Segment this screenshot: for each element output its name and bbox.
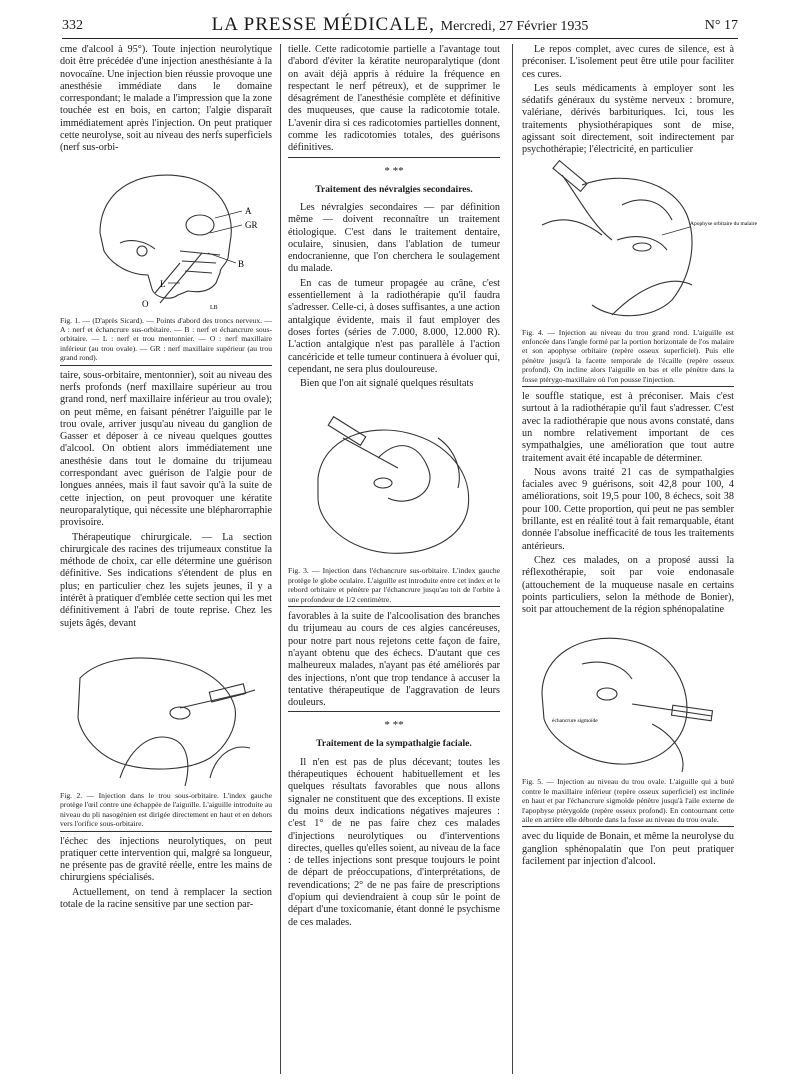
figure-label: échancrure sigmoïde: [552, 718, 598, 725]
paragraph: Les seuls médicaments à employer sont les sédatifs généraux du système nerveux : bromure, valériane, dérivés barbituriques. Ici, tous les traitements physiothérapiques sont de mise, agissant soit directement, soit indirectement par psychothérapie; l'électricité, en particulier: [522, 82, 734, 156]
figure-caption: Fig. 1. — (D'après Sicard). — Points d'abord des troncs nerveux. — A : nerf et échancrure sus-orbitaire. — B : nerf et échancrure sous-orbitaire. — L : nerf et trou mentonnier. — O : nerf maxillaire inférieur (au trou ovale). — GR : nerf maxillaire supérieur (au trou grand rond).: [60, 315, 272, 363]
section-title: Traitement de la sympathalgie faciale.: [316, 738, 472, 750]
paragraph: avec du liquide de Bonain, et même la neurolyse du ganglion sphénopalatin que l'on peut pratiquer facilement par injection d'alcool.: [522, 831, 734, 868]
figure-label: Apophyse orbitaire du malaire: [690, 220, 758, 227]
figure-5: [522, 624, 734, 827]
injection-illustration: [522, 624, 734, 774]
skull-diagram-illustration: [60, 163, 272, 313]
journal-title: [62, 14, 738, 36]
label-lb: LB: [210, 304, 218, 311]
figure-4: [522, 165, 758, 387]
injection-illustration: [522, 165, 758, 325]
injection-illustration: [60, 638, 272, 788]
caption-rule: [522, 826, 734, 827]
section-title: Traitement des névralgies secondaires.: [315, 183, 473, 195]
label-a: A: [245, 205, 252, 216]
column-divider: [512, 44, 513, 1074]
page-number: 332: [62, 18, 83, 33]
paragraph: Chez ces malades, on a proposé aussi la réflexothérapie, soit par voie endonasale (attouchement de la muqueuse nasale en certains points particuliers, selon la méthode de Bonier), soit par attouchement de la région sphénopalatine: [522, 554, 734, 616]
paragraph: Les névralgies secondaires — par définition même — doivent reconnaître un traitement étiologique. C'est dans le traitement dentaire, oculaire, sinusien, dans l'ablation de tumeur endocranienne, que l'on cherchera le soulagement du malade.: [288, 201, 500, 275]
caption-rule: [60, 365, 272, 366]
label-gr: GR: [245, 219, 258, 230]
paragraph: Actuellement, on tend à remplacer la section totale de la racine sensitive par une section par-: [60, 886, 272, 911]
figure-1: [60, 163, 272, 366]
issue-date: Mercredi, 27 Février 1935: [440, 19, 589, 34]
column-3: [522, 44, 758, 870]
paragraph: En cas de tumeur propagée au crâne, c'est essentiellement à la radiothérapie qu'il faudra s'adresser. Celle-ci, à doses suffisantes, a une action antalgique évidente, mais il faut employer des doses fortes (séries de 7.000, 8.000, 12.000 R). L'action antalgique n'est pas parallèle à l'action cancéricide et telle tumeur continuera à évoluer qui, cependant, ne sera plus douloureuse.: [288, 277, 500, 375]
paragraph: taire, sous-orbitaire, mentonnier), soit au niveau des nerfs profonds (nerf maxillaire supérieur au trou grand rond, nerf maxillaire inférieur au trou ovale); on peut même, en faisant pénétrer l'aiguille par le trou ovale, arriver jusqu'au niveau du ganglion de Gasser et déposer à ce niveau quelques gouttes d'alcool. On obtient alors immédiatement une anesthésie dans tout le domaine du trijumeau correspondant avec guérison de l'algie pour de longues années, mais il faut savoir qu'à la suite de cette injection, on peut provoquer une kératite neuroparalytique, qui nécessite une blépharorraphie provisoire.: [60, 369, 272, 529]
paragraph: Thérapeutique chirurgicale. — La section chirurgicale des racines des trijumeaux constitue la méthode de choix, car elle détermine une guérison définitive. Ses indications s'étendent de plus en plus; en particulier chez les sujets jeunes, il y a intérêt à pratiquer d'emblée cette section qui les met définitivement à l'abri de toute reprise. Chez les sujets âgés, devant: [60, 531, 272, 629]
paragraph: l'échec des injections neurolytiques, on peut pratiquer cette intervention qui, malgré sa longueur, ne présente pas de gravité réelle, entre les mains de chirurgiens spécialisés.: [60, 835, 272, 884]
paragraph: Nous avons traité 21 cas de sympathalgies faciales avec 9 guérisons, soit 42,8 pour 100, 4 améliorations, soit 19,5 pour 100, 8 échecs, soit 38 pour 100. Cette proportion, qui peut ne pas sembler brillante, est en réalité tout à fait remarquable, étant donnée l'absolue inefficacité de tous les traitements antérieurs.: [522, 466, 734, 552]
paragraph: Le repos complet, avec cures de silence, est à préconiser. L'isolement peut être utile pour faciliter ces cures.: [522, 44, 734, 80]
issue-number: N° 17: [704, 18, 738, 33]
column-divider: [280, 44, 281, 1074]
paragraph: tielle. Cette radicotomie partielle a l'avantage tout d'abord d'éviter la kératite neuroparalytique (dont on avait déjà appris à réduire la fréquence en respectant le nerf pétreux), et de supprimer le désagrément de l'anesthésie complète et définitive des muqueuses, que cause la radicotomie totale. L'avenir dira si ces radicotomies partielles donnent, comme les radicotomies totales, des guérisons définitives.: [288, 44, 500, 154]
figure-caption: Fig. 5. — Injection au niveau du trou ovale. L'aiguille qui a buté contre le maxillaire inférieur (repère osseux superficiel) est inclinée en haut et par l'échancrure sigmoïde pénètre jusqu'à l'aile externe de l'apophyse ptérygoïde (repère osseux profond). En contournant cette aile en arrière elle déborde dans la fosse au niveau du trou ovale.: [522, 777, 734, 825]
section-stars: * **: [384, 164, 404, 177]
column-1: [60, 44, 272, 913]
caption-rule: [60, 831, 272, 832]
section-rule: [288, 711, 500, 712]
column-2: [288, 44, 500, 931]
figure-2: [60, 638, 272, 832]
paragraph: le souffle statique, est à préconiser. Mais c'est surtout à la radiothérapie qu'il faut s'adresser. C'est avec la radiothérapie que nous avons constaté, dans un nombre relativement important de ces sympathalgies, une amélioration que tout autre traitement avait été incapable de déterminer.: [522, 391, 734, 464]
injection-illustration: [288, 398, 500, 563]
page-header: [62, 12, 738, 39]
figure-caption: Fig. 3. — Injection dans l'échancrure sus-orbitaire. L'index gauche protège le globe oculaire. L'aiguille est introduite entre cet index et le rebord orbitaire et pénètre par l'échancrure jusqu'au toit de l'orbite à une profondeur de 1/2 centimètre.: [288, 566, 500, 604]
paragraph: favorables à la suite de l'alcoolisation des branches du trijumeau au cours de ces algies cancéreuses, pour notre part nous rejetons cette façon de faire, n'ayant obtenu que des échecs. D'autant que ces malheureux malades, n'ayant pas été améliorés par des injections, n'ont que trop tendance à accuser la tentative thérapeutique de l'aggravation de leurs douleurs.: [288, 611, 500, 709]
caption-rule: [288, 606, 500, 607]
label-b: B: [238, 258, 245, 269]
label-l: L: [160, 278, 166, 289]
paragraph: Bien que l'on ait signalé quelques résultats: [300, 378, 474, 390]
figure-caption: Fig. 4. — Injection au niveau du trou grand rond. L'aiguille est enfoncée dans l'angle formé par la portion horizontale de l'os malaire et son apophyse orbitaire (repère osseux superficiel). Puis elle pénètre jusqu'à la facette temporale de l'écaille (repère osseux profond). On incline alors l'aiguille en bas et elle pénètre dans la fosse ptérygo-maxillaire où l'on pousse l'injection.: [522, 327, 734, 384]
journal-name: LA PRESSE MÉDICALE,: [211, 14, 435, 35]
figure-3: [288, 398, 500, 607]
caption-rule: [522, 386, 734, 387]
label-o: O: [142, 298, 149, 309]
figure-caption: Fig. 2. — Injection dans le trou sous-orbitaire. L'index gauche protège l'œil contre une échappée de l'aiguille. L'aiguille introduite au niveau du pli nasogénien est dirigée directement en haut et en dehors vers l'orifice sous-orbitaire.: [60, 790, 273, 829]
section-rule: [288, 157, 500, 158]
paragraph: Il n'en est pas de plus décevant; toutes les thérapeutiques échouent habituellement et les quelques résultats favorables que nous allons signaler ne constituent que des exceptions. Il existe du moins deux indications négatives majeures : c'est 1° de ne pas faire chez ces malades d'injections neurolytiques ou d'interventions directes, quelles qu'elles soient, au niveau de la face : de telles injections sont presque toujours le point de départ de préoccupations, d'interprétations, de revendications; 2° de ne pas faire de prescriptions d'opium qui deviendraient à coup sûr le point de départ d'une toxicomanie, étant donné le psychisme de ces malades.: [288, 756, 500, 928]
section-stars: * **: [384, 719, 404, 732]
paragraph: cme d'alcool à 95°). Toute injection neurolytique doit être précédée d'une injection anesthésiante à la novocaïne. Une injection bien réussie provoque une anesthésie immédiate dans le domaine correspondant; le malade a l'impression que la zone touchée est en bois, en carton; l'algie disparaît immédiatement après l'injection. On peut pratiquer cette neurolyse, soit au niveau des nerfs superficiels (nerf sus-orbi-: [60, 44, 272, 154]
